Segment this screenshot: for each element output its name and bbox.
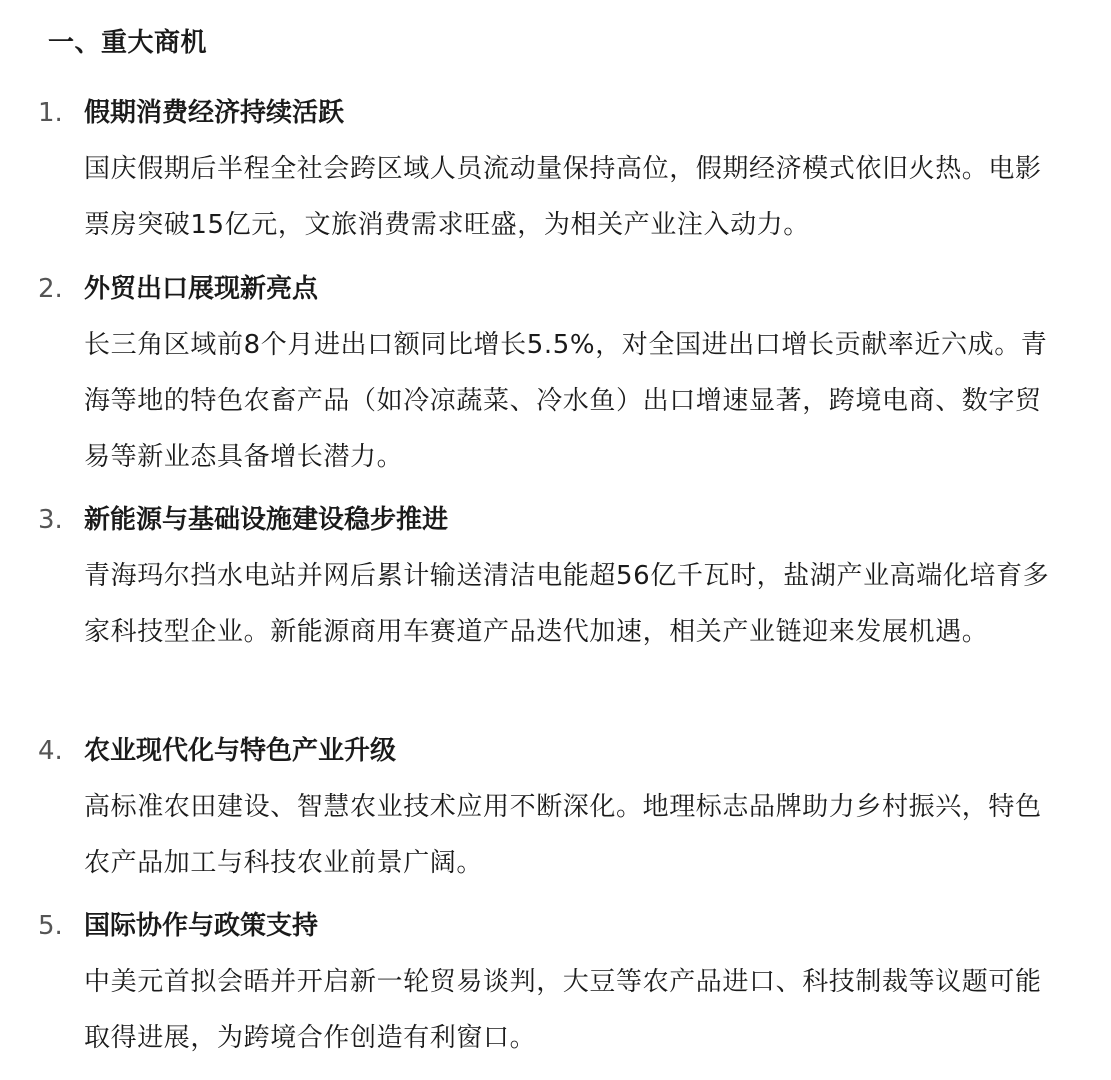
item-heading: 新能源与基础设施建设稳步推进 [84,505,449,535]
item-heading: 假期消费经济持续活跃 [84,98,345,128]
item-number: 4. [38,736,63,766]
section-title: 一、重大商机 [48,28,208,58]
item-body: 长三角区域前8个月进出口额同比增长5.5%，对全国进出口增长贡献率近六成。青海等地的特色农畜产品（如冷凉蔬菜、冷水鱼）出口增速显著，跨境电商、数字贸易等新业态具备增长潜力。 [84,330,1048,472]
item-body: 高标准农田建设、智慧农业技术应用不断深化。地理标志品牌助力乡村振兴，特色农产品加工与科技农业前景广阔。 [84,792,1042,878]
item-body: 中美元首拟会晤并开启新一轮贸易谈判，大豆等农产品进口、科技制裁等议题可能取得进展，为跨境合作创造有利窗口。 [84,967,1042,1053]
item-heading: 国际协作与政策支持 [84,911,319,941]
item-number: 1. [38,98,63,128]
item-number: 3. [38,505,63,535]
item-number: 5. [38,911,63,941]
item-body: 青海玛尔挡水电站并网后累计输送清洁电能超56亿千瓦时，盐湖产业高端化培育多家科技型企业。新能源商用车赛道产品迭代加速，相关产业链迎来发展机遇。 [84,561,1050,647]
item-body: 国庆假期后半程全社会跨区域人员流动量保持高位，假期经济模式依旧火热。电影票房突破15亿元，文旅消费需求旺盛，为相关产业注入动力。 [84,154,1042,240]
item-heading: 农业现代化与特色产业升级 [84,736,397,766]
item-heading: 外贸出口展现新亮点 [84,274,319,304]
item-number: 2. [38,274,63,304]
